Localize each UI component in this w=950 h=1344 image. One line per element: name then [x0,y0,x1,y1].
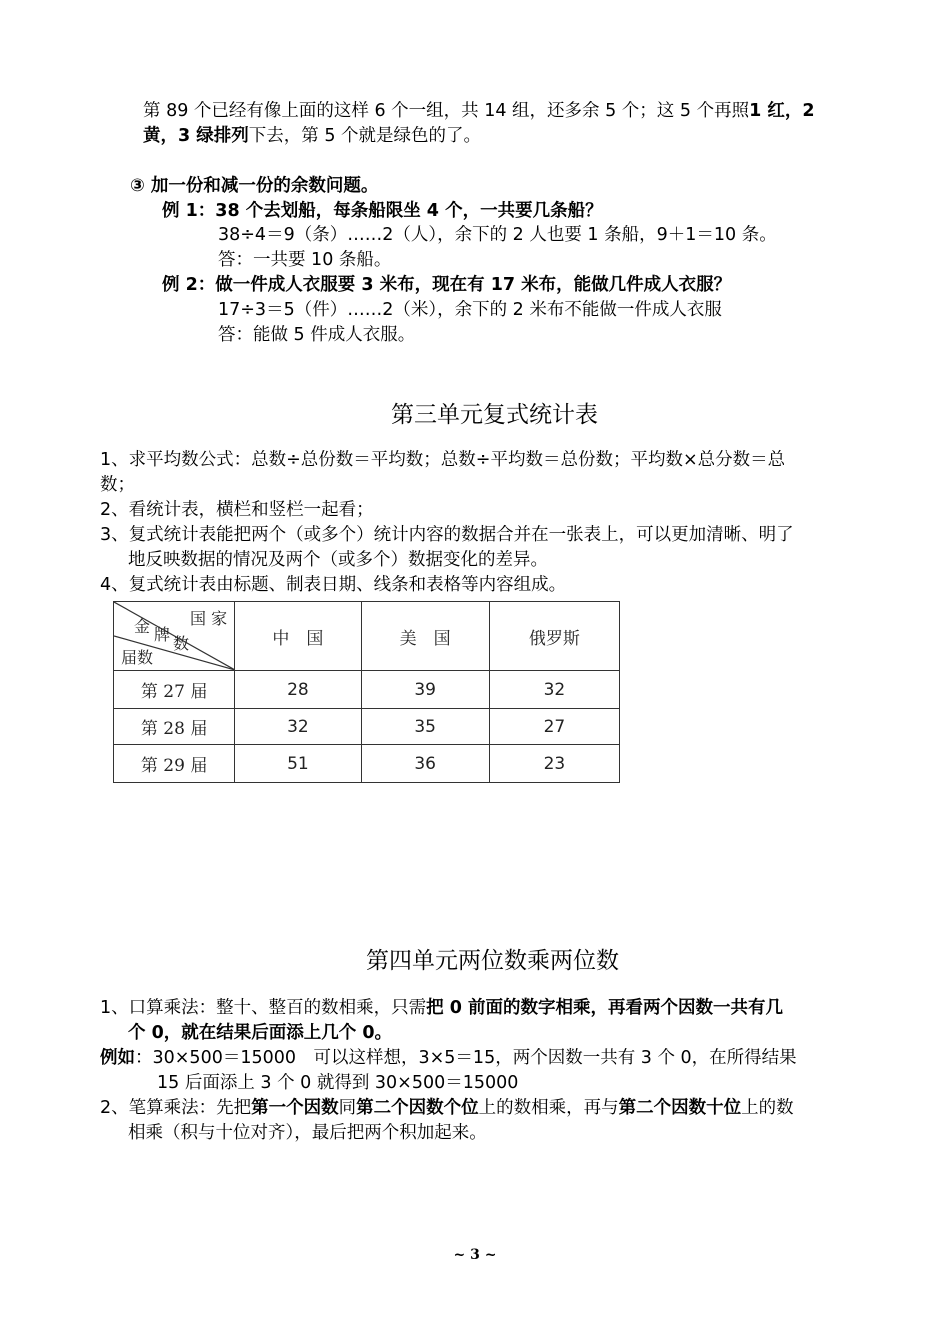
cell-value: 23 [489,745,619,783]
text-run: 上的数 [741,1098,794,1118]
example-1-question: 例 1：38 个去划船，每条船限坐 4 个，一共要几条船？ [162,201,603,221]
unit-4-title: 第四单元两位数乘两位数 [366,948,619,974]
bold-run: 第一个因数 [251,1098,339,1118]
table-row [114,671,620,709]
example-2-question: 例 2：做一件成人衣服要 3 米布，现在有 17 米布，能做几件成人衣服？ [162,275,732,295]
unit-4-point-1-cont: 个 0，就在结果后面添上几个 0。 [128,1023,393,1043]
corner-label-medal-1: 金 [134,617,151,636]
cell-value: 39 [361,671,489,709]
example-1-answer: 答：一共要 10 条船。 [218,250,392,270]
bold-run: 第二个因数个位 [356,1098,479,1118]
corner-label-session: 届数 [121,648,154,667]
cell-value: 35 [361,709,489,745]
text-run: 1、口算乘法：整十、整百的数相乘，只需 [100,998,427,1018]
row-label: 第 29 届 [114,745,235,783]
unit-3-point-1-cont: 数； [100,475,135,495]
unit-4-example-cont: 15 后面添上 3 个 0 就得到 30×500＝15000 [157,1073,519,1093]
bold-run: 第二个因数十位 [618,1098,742,1118]
example-2-answer: 答：能做 5 件成人衣服。 [218,325,416,345]
header-china: 中 国 [235,602,361,671]
cell-value: 32 [235,709,361,745]
unit-3-point-3-cont: 地反映数据的情况及两个（或多个）数据变化的差异。 [128,550,548,570]
example-1-calc: 38÷4＝9（条）……2（人），余下的 2 人也要 1 条船，9＋1＝10 条。 [218,225,777,245]
medal-table [113,601,620,783]
intro-bold: 黄，3 绿排列 [143,126,249,146]
intro-text: 第 89 个已经有像上面的这样 6 个一组，共 14 组，还多余 5 个；这 5 个再照 [143,101,750,121]
text-run: 2、笔算乘法：先把 [100,1098,252,1118]
intro-line-2 [143,124,481,148]
unit-4-point-2 [100,1096,794,1120]
table-row [114,745,620,783]
corner-label-country: 国 家 [190,609,228,628]
unit-4-point-1 [100,996,783,1020]
unit-4-example [100,1046,797,1070]
unit-3-point-1: 1、求平均数公式：总数÷总份数＝平均数；总数÷平均数＝总份数；平均数×总分数＝总 [100,450,786,470]
section-heading: ③ 加一份和减一份的余数问题。 [130,176,379,196]
table-row [114,709,620,745]
unit-3-point-2: 2、看统计表，横栏和竖栏一起看； [100,500,374,520]
header-usa: 美 国 [361,602,489,671]
example-2-calc: 17÷3＝5（件）……2（米），余下的 2 米布不能做一件成人衣服 [218,300,722,320]
example-label: 例如 [100,1048,135,1068]
cell-value: 36 [361,745,489,783]
unit-3-point-3: 3、复式统计表能把两个（或多个）统计内容的数据合并在一张表上，可以更加清晰、明了 [100,525,794,545]
cell-value: 28 [235,671,361,709]
intro-line-1 [143,99,815,123]
cell-value: 27 [489,709,619,745]
bold-run: 把 0 前面的数字相乘，再看两个因数一共有几 [426,998,784,1018]
unit-3-point-4: 4、复式统计表由标题、制表日期、线条和表格等内容组成。 [100,575,567,595]
unit-4-point-2-cont: 相乘（积与十位对齐），最后把两个积加起来。 [128,1123,487,1143]
intro-text: 下去，第 5 个就是绿色的了。 [248,126,482,146]
corner-label-medal-2: 牌 [154,625,171,644]
corner-label-medal-3: 数 [173,634,190,653]
row-label: 第 28 届 [114,709,235,745]
table-corner-cell [114,602,235,671]
header-russia: 俄罗斯 [489,602,619,671]
intro-bold: 1 红，2 [749,101,815,121]
text-run: 上的数相乘，再与 [478,1098,619,1118]
cell-value: 32 [489,671,619,709]
page-number: ~ 3 ~ [453,1247,497,1263]
text-run: ：30×500＝15000 可以这样想，3×5＝15，两个因数一共有 3 个 0，在所得结果 [135,1048,797,1068]
unit-3-title: 第三单元复式统计表 [391,402,598,428]
row-label: 第 27 届 [114,671,235,709]
text-run: 同 [338,1098,357,1118]
cell-value: 51 [235,745,361,783]
